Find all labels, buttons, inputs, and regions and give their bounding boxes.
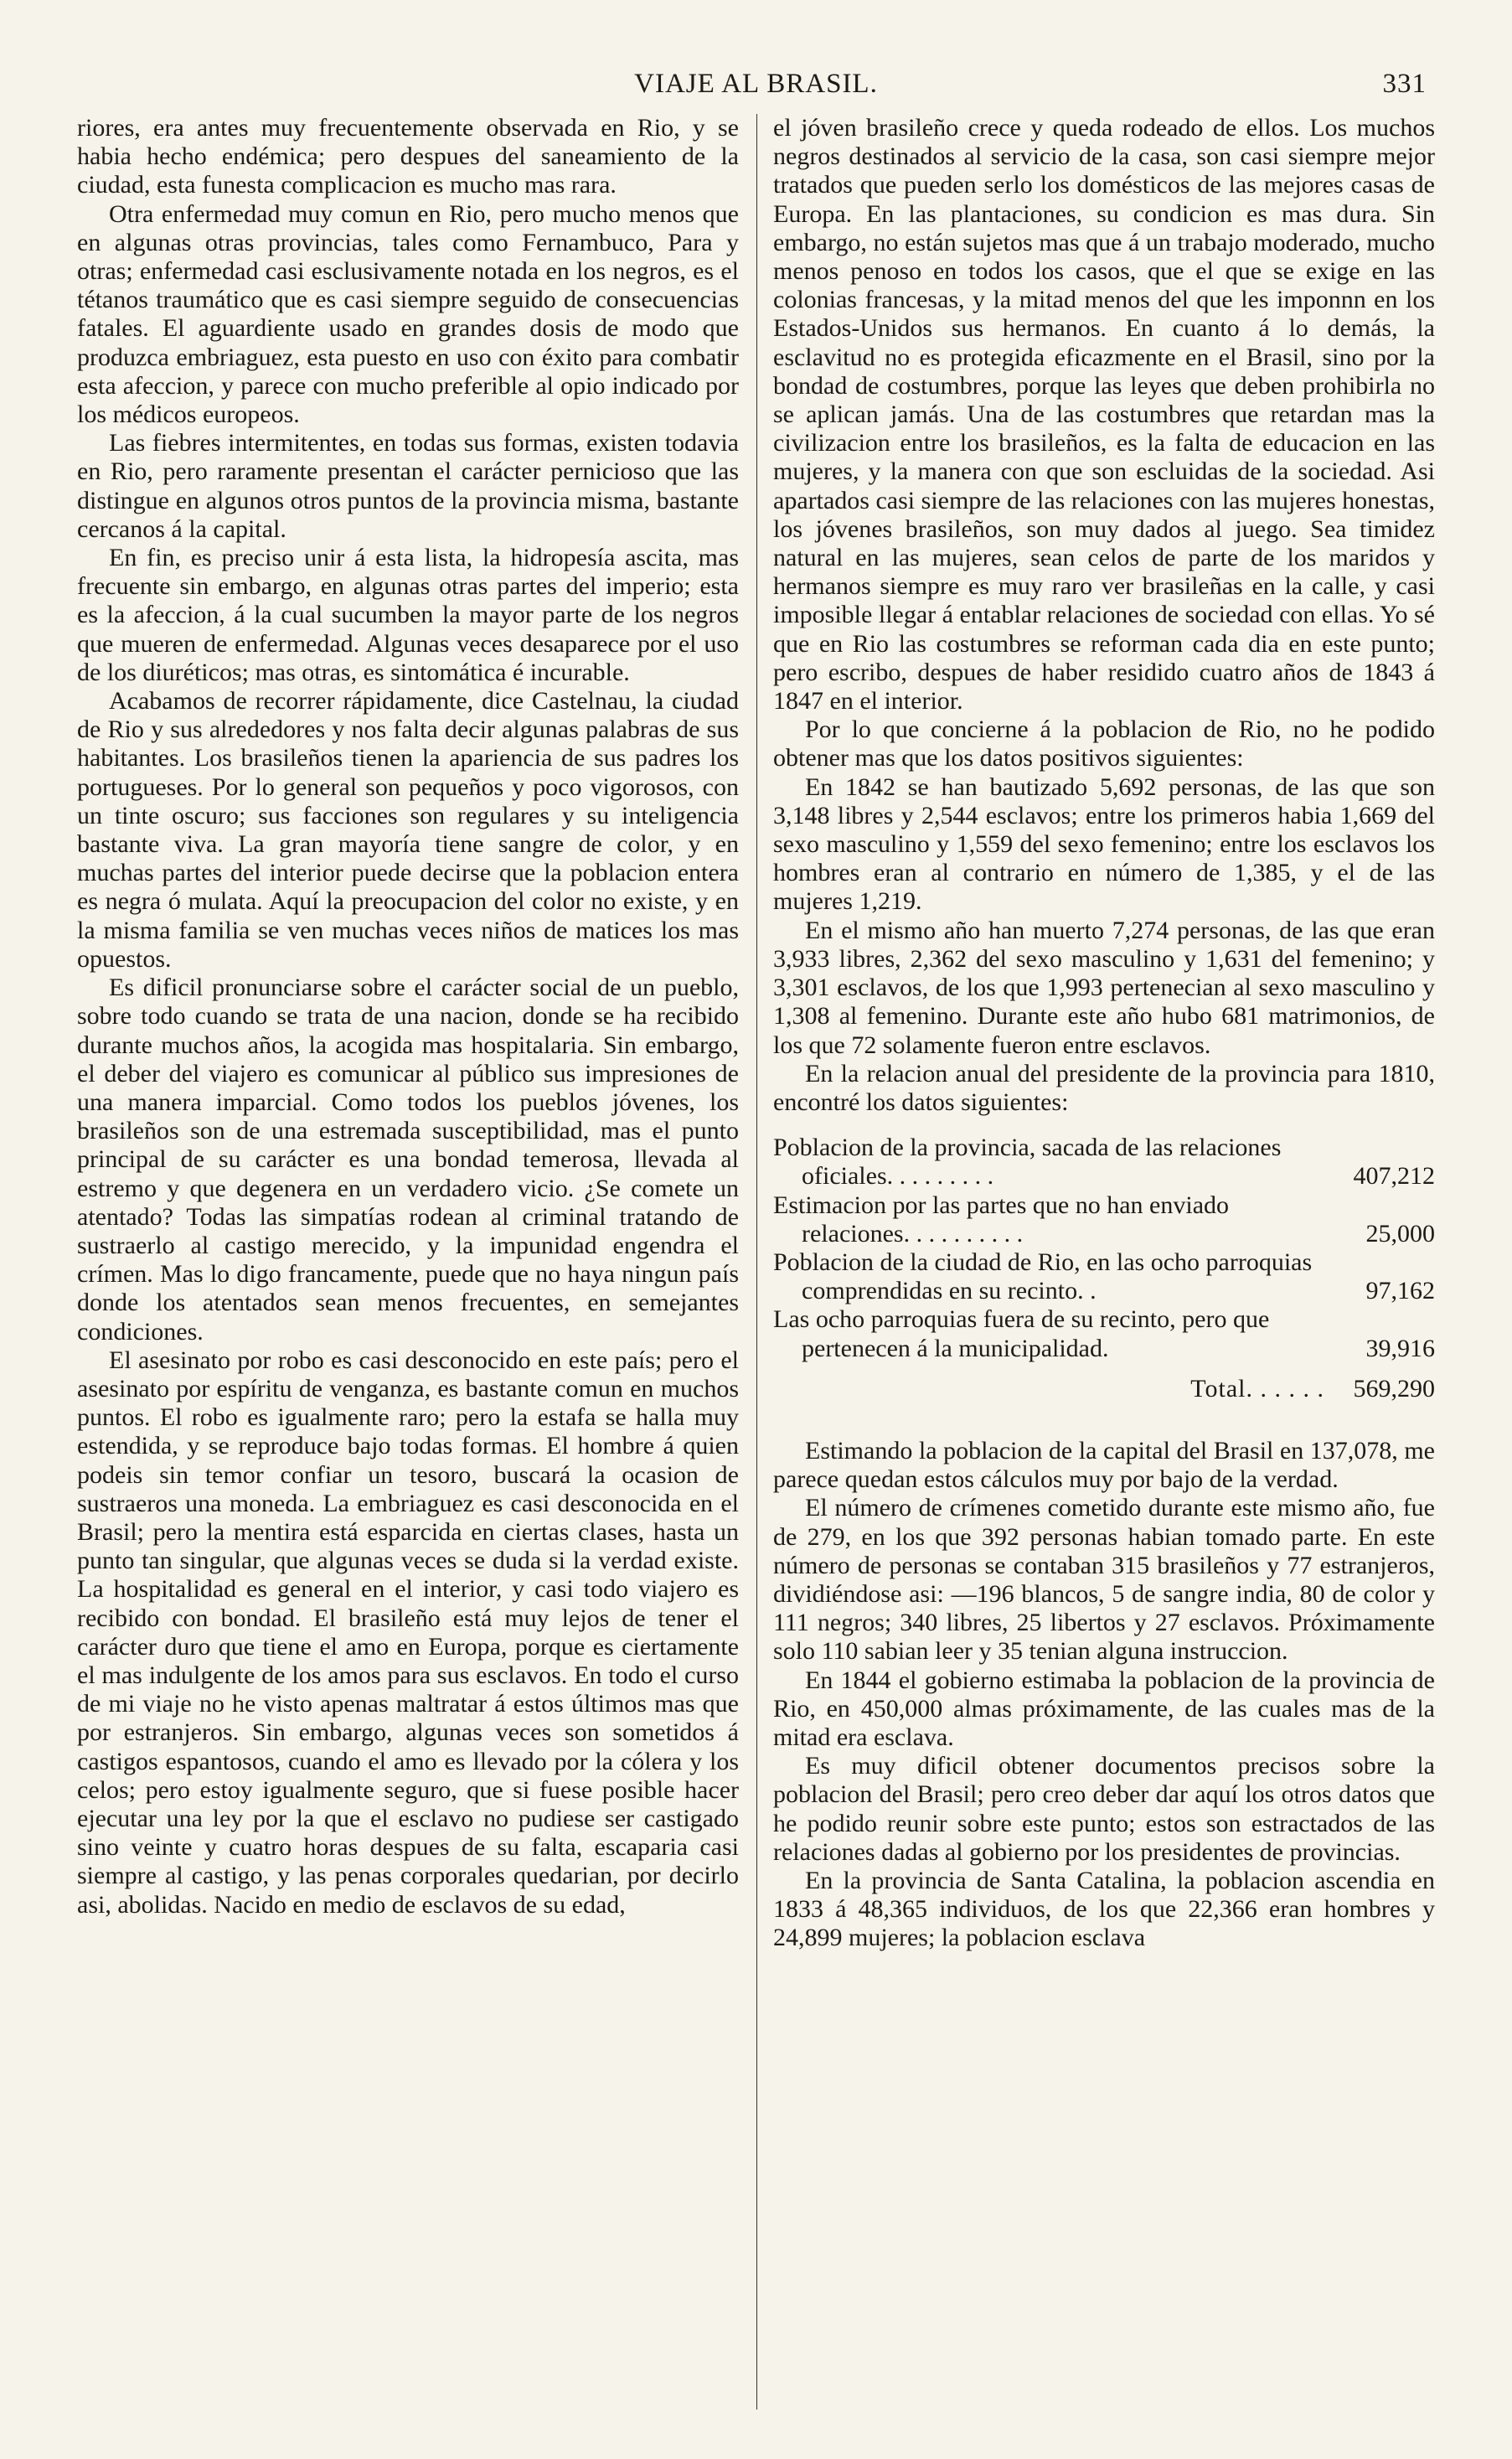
paragraph: El asesinato por robo es casi desconocido en este país; pero el asesinato por espíritu de venganza, es bastante comun en muchos puntos. El robo es igualmente raro; pero la estafa se halla muy estendida, y se reproduce bajo todas formas. El hombre á quien podeis sin temor confiar un tesoro, buscará la ocasion de sustraeros una moneda. La embriaguez es casi desconocida en el Brasil; pero la mentira está esparcida en ciertas clases, hasta un punto tan singular, que algunas veces se duda si la verdad existe. La hospitalidad es general en el interior, y casi todo viajero es recibido con bondad. El brasileño está muy lejos de tener el carácter duro que tiene el amo en Europa, porque es ciertamente el mas indulgente de los amos para sus esclavos. En todo el curso de mi viaje no he visto apenas maltratar á estos últimos mas que por estranjeros. Sin embargo, algunas veces son sometidos á castigos espantosos, cuando el amo es llevado por la cólera y los celos; pero estoy igualmente seguro, que si fuese posible hacer ejecutar una ley por la que el esclavo no pudiese ser castigado sino veinte y cuatro horas despues de su falta, escaparia casi siempre al castigo, y las penas corporales quedarian, por decirlo asi, abolidas. Nacido en medio de esclavos de su edad,: [77, 1346, 739, 1919]
table-row: [773, 1191, 1435, 1248]
paragraph: Es muy dificil obtener documentos precisos sobre la poblacion del Brasil; pero creo deber dar aquí los otros datos que he podido reunir sobre este punto; estos son estractados de las relaciones dadas al gobierno por los presidentes de provincias.: [773, 1752, 1435, 1866]
table-total-label: Total. . . . . .: [1190, 1374, 1324, 1403]
table-total-row: [773, 1375, 1435, 1403]
paragraph: Las fiebres intermitentes, en todas sus formas, existen todavia en Rio, pero raramente presentan el carácter pernicioso que las distingue en algunos otros puntos de la provincia misma, bastante cercanos á la capital.: [77, 429, 739, 543]
running-header: [77, 65, 1435, 109]
table-row-value: 39,916: [1365, 1334, 1435, 1362]
paragraph: el jóven brasileño crece y queda rodeado de ellos. Los muchos negros destinados al servicio de la casa, son casi siempre mejor tratados que pueden serlo los domésticos de las mejores casas de Europa. En las plantaciones, su condicion es mas dura. Sin embargo, no están sujetos mas que á un trabajo moderado, mucho menos penoso en todos los casos, que el que se exige en las colonias francesas, y la mitad menos del que les imponnn en los Estados-Unidos sus hermanos. En cuanto á lo demás, la esclavitud no es protegida eficazmente en el Brasil, sino por la bondad de costumbres, porque las leyes que deben prohibirla no se aplican jamás. Una de las costumbres que retardan mas la civilizacion entre los brasileños, es la falta de educacion en las mujeres, y la manera con que son escluidas de la sociedad. Asi apartados casi siempre de las relaciones con las mujeres honestas, los jóvenes brasileños, son muy dados al juego. Sea timidez natural en las mujeres, sean celos de parte de los maridos y hermanos siempre es muy raro ver brasileñas en la calle, y casi imposible llegar á entablar relaciones de sociedad con ellas. Yo sé que en Rio las costumbres se reforman cada dia en este punto; pero escribo, despues de haber residido cuatro años de 1843 á 1847 en el interior.: [773, 114, 1435, 715]
table-row-value: 407,212: [1353, 1162, 1435, 1191]
table-total-value: 569,290: [1353, 1374, 1435, 1403]
column-divider: [756, 114, 757, 2410]
paragraph: Estimando la poblacion de la capital del Brasil en 137,078, me parece quedan estos cálculos muy por bajo de la verdad.: [773, 1436, 1435, 1494]
right-column: [773, 114, 1435, 1953]
paragraph: En la provincia de Santa Catalina, la poblacion ascendia en 1833 á 48,365 individuos, de los que 22,366 eran hombres y 24,899 mujeres; la poblacion esclava: [773, 1866, 1435, 1952]
paragraph: En la relacion anual del presidente de la provincia para 1810, encontré los datos siguientes:: [773, 1059, 1435, 1116]
paragraph: En 1842 se han bautizado 5,692 personas, de las que son 3,148 libres y 2,544 esclavos; entre los primeros habia 1,669 del sexo masculino y 1,559 del sexo femenino; entre los esclavos los hombres eran al contrario en número de 1,385, y el de las mujeres 1,219.: [773, 772, 1435, 916]
table-row-label: Las ocho parroquias fuera de su recinto, pero que pertenecen á la municipalidad.: [773, 1305, 1270, 1362]
table-row: [773, 1134, 1435, 1191]
paragraph: Es dificil pronunciarse sobre el carácter social de un pueblo, sobre todo cuando se trata de una nacion, donde se ha recibido durante muchos años, la acogida mas hospitalaria. Sin embargo, el deber del viajero es comunicar al público sus impresiones de una manera imparcial. Como todos los pueblos jóvenes, los brasileños son de una estremada susceptibilidad, mas el punto principal de su carácter es una bondad temerosa, llevada al estremo y que degenera en un verdadero vicio. ¿Se comete un atentado? Todas las simpatías rodean al criminal tratando de sustraerlo al castigo merecido, y la impunidad engendra el crímen. Mas lo digo francamente, puede que no haya ningun país donde los atentados sean menos frecuentes, en semejantes condiciones.: [77, 974, 739, 1346]
paragraph: En el mismo año han muerto 7,274 personas, de las que eran 3,933 libres, 2,362 del sexo masculino y 1,631 del femenino; y 3,301 esclavos, de los que 1,993 pertenecian al sexo masculino y 1,308 al femenino. Durante este año hubo 681 matrimonios, de los que 72 solamente fueron entre esclavos.: [773, 916, 1435, 1059]
paragraph: Otra enfermedad muy comun en Rio, pero mucho menos que en algunas otras provincias, tales como Fernambuco, Para y otras; enfermedad casi esclusivamente notada en los negros, es el tétanos traumático que es casi siempre seguido de consecuencias fatales. El aguardiente usado en grandes dosis de modo que produzca embriaguez, esta puesto en uso con éxito para combatir esta afeccion, y parece con mucho preferible al opio indicado por los médicos europeos.: [77, 199, 739, 429]
paragraph: En fin, es preciso unir á esta lista, la hidropesía ascita, mas frecuente sin embargo, en algunas otras partes del imperio; esta es la afeccion, á la cual sucumben la mayor parte de los negros que mueren de enfermedad. Algunas veces desaparece por el uso de los diuréticos; mas otras, es sintomática é incurable.: [77, 544, 739, 686]
table-row-value: 97,162: [1365, 1277, 1435, 1305]
paragraph: El número de crímenes cometido durante este mismo año, fue de 279, en los que 392 personas habian tomado parte. En este número de personas se contaban 315 brasileños y 77 estranjeros, dividiéndose asi: —196 blancos, 5 de sangre india, 80 de color y 111 negros; 340 libres, 25 libertos y 27 esclavos. Próximamente solo 110 sabian leer y 35 tenian alguna instruccion.: [773, 1494, 1435, 1666]
table-row-label: Poblacion de la ciudad de Rio, en las ocho parroquias comprendidas en su recinto. .: [773, 1248, 1313, 1305]
population-table: [773, 1134, 1435, 1403]
table-row: [773, 1248, 1435, 1305]
paragraph: Acabamos de recorrer rápidamente, dice Castelnau, la ciudad de Rio y sus alrededores y nos falta decir algunas palabras de sus habitantes. Los brasileños tienen la apariencia de sus padres los portugueses. Por lo general son pequeños y poco vigorosos, con un tinte oscuro; sus facciones son regulares y su inteligencia bastante viva. La gran mayoría tiene sangre de color, y en muchas partes del interior puede decirse que la poblacion entera es negra ó mulata. Aquí la preocupacion del color no existe, y en la misma familia se ven muchas veces niños de matices los mas opuestos.: [77, 687, 739, 973]
paragraph: Por lo que concierne á la poblacion de Rio, no he podido obtener mas que los datos positivos siguientes:: [773, 715, 1435, 772]
left-column: [77, 114, 739, 1953]
table-row-label: Poblacion de la provincia, sacada de las relaciones oficiales. . . . . . . . .: [773, 1134, 1282, 1191]
paragraph: En 1844 el gobierno estimaba la poblacion de la provincia de Rio, en 450,000 almas próximamente, de las cuales mas de la mitad era esclava.: [773, 1666, 1435, 1751]
table-row-value: 25,000: [1365, 1219, 1435, 1248]
text-columns: [77, 114, 1435, 1953]
table-row: [773, 1305, 1435, 1362]
running-title: VIAJE AL BRASIL.: [634, 69, 878, 99]
table-row-label: Estimacion por las partes que no han enviado relaciones. . . . . . . . . .: [773, 1191, 1230, 1248]
paragraph: riores, era antes muy frecuentemente observada en Rio, y se habia hecho endémica; pero despues del saneamiento de la ciudad, esta funesta complicacion es mucho mas rara.: [77, 114, 739, 199]
page-number: 331: [1382, 69, 1427, 99]
